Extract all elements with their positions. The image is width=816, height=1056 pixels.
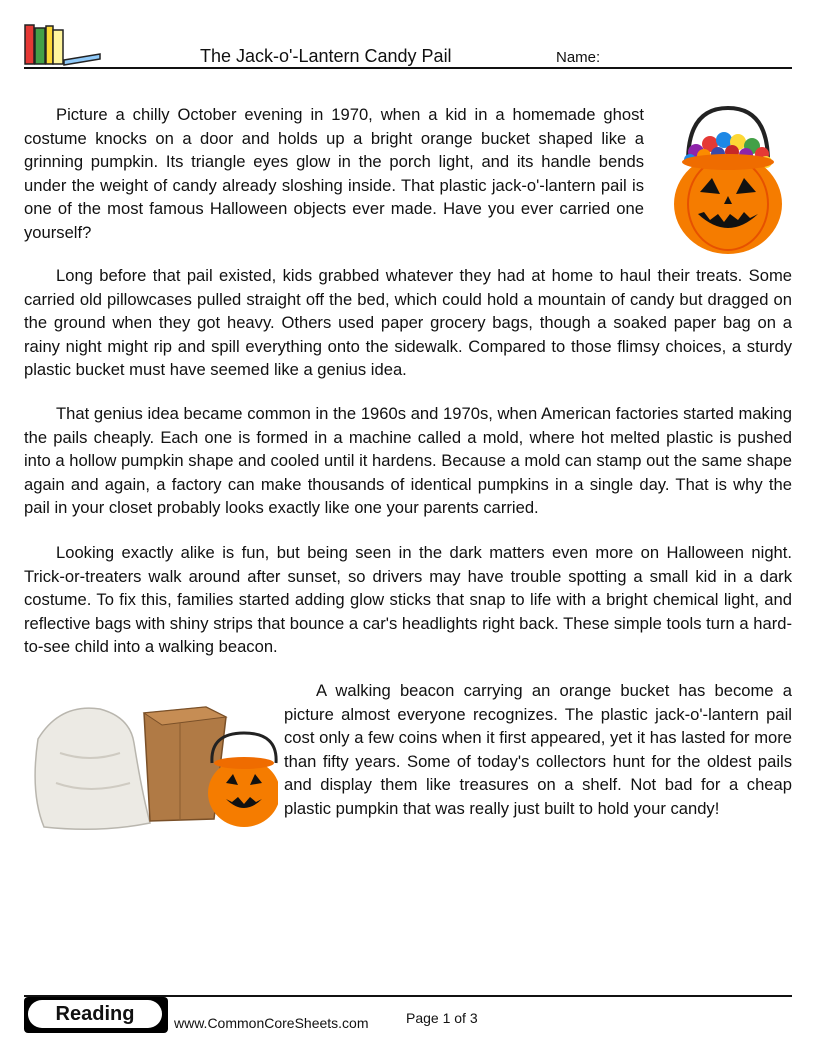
paragraph-2: Long before that pail existed, kids grabbed whatever they had at home to haul their treats. Some carried old pillowcases pulled straight off the bed, which could hold a mountain of candy but dragged on the ground when they got heavy. Others used paper grocery bags, though a soaked paper bag on a rainy night might rip and spill everything onto the sidewalk. Compared to those flimsy choices, a sturdy plastic bucket must have seemed like a genius idea. [24,266,792,380]
paragraph-1: Picture a chilly October evening in 1970, when a kid in a homemade ghost costume knocks on a door and holds up a bright orange bucket shaped like a grinning pumpkin. Its triangle eyes glow in the porch light, and its handle bends under the weight of candy already sloshing inside. That plastic jack-o'-lantern pail is one of the most famous Halloween objects ever made. Have you ever carried one yourself? [24,105,644,242]
pillowcase-bag-pail-image [30,683,278,833]
paragraph-3: That genius idea became common in the 1960s and 1970s, when American factories started making the pails cheaply. Each one is formed in a machine called a mold, where hot melted plastic is pushed into a hollow pumpkin shape and cooled until it hardens. Because a mold can stamp out the same shape again and again, a factory can make thousands of identical pumpkins in a single day. That is why the pail in your closet probably looks exactly like one your parents carried. [24,404,792,518]
subject-badge-label: Reading [28,1000,162,1028]
subject-badge [24,997,168,1033]
worksheet-title: The Jack-o'-Lantern Candy Pail [200,46,452,66]
books-logo-icon [24,22,102,68]
page-header [24,22,792,70]
candy-pail-image [668,100,788,258]
page-number: Page 1 of 3 [406,1010,478,1026]
paragraph-5: A walking beacon carrying an orange bucket has become a picture almost everyone recognizes. The plastic jack-o'-lantern pail cost only a few coins when it first appeared, yet it has lasted for more than fifty years. Some of today's collectors hunt for the oldest pails and display them like treasures on a shelf. Not bad for a cheap plastic pumpkin that was really just built to hold your candy! [284,681,792,818]
header-divider [24,67,792,69]
paragraph-4: Looking exactly alike is fun, but being seen in the dark matters even more on Halloween night. Trick-or-treaters walk around after sunset, so drivers may have trouble spotting a small kid in a dark costume. To fix this, families started adding glow sticks that snap to life with a bright chemical light, and reflective bags with shiny strips that bounce a car's headlights right back. These simple tools turn a hard-to-see child into a walking beacon. [24,543,792,657]
site-url[interactable]: www.CommonCoreSheets.com [174,1015,369,1031]
name-label: Name: [556,49,601,66]
